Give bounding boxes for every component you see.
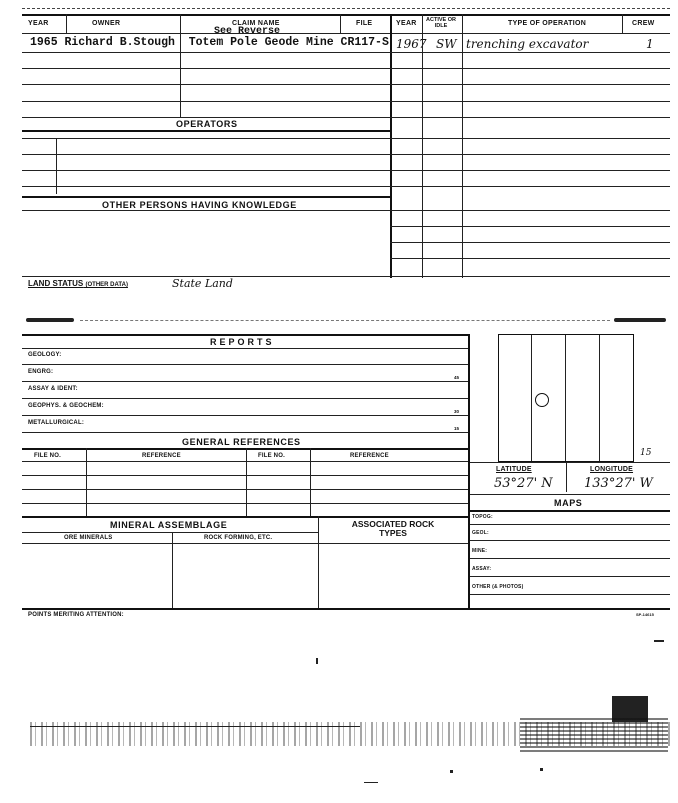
grid-line bbox=[565, 335, 566, 461]
header-bottom-rule bbox=[22, 33, 670, 34]
points-meriting-attention: POINTS MERITING ATTENTION: bbox=[28, 612, 124, 618]
divider bbox=[172, 532, 173, 608]
crew-handwritten: 1 bbox=[646, 37, 654, 51]
scan-dot bbox=[450, 770, 453, 773]
latitude-label: LATITUDE bbox=[496, 466, 532, 473]
row-line bbox=[22, 276, 670, 277]
row-line bbox=[22, 154, 670, 155]
col-file: FILE bbox=[356, 20, 373, 27]
row-line bbox=[22, 138, 670, 139]
report-row-label: ENGRG: bbox=[28, 369, 54, 375]
reports-right-rule bbox=[468, 334, 470, 610]
associated-rock-types: ASSOCIATED ROCK TYPES bbox=[351, 519, 435, 538]
row-line bbox=[22, 117, 670, 118]
col-owner: OWNER bbox=[92, 20, 121, 27]
row-line bbox=[22, 543, 470, 544]
scan-smudge bbox=[614, 318, 666, 322]
top-edge-line bbox=[22, 8, 670, 9]
map-row-label: ASSAY: bbox=[472, 566, 492, 572]
corner-note: 15 bbox=[640, 448, 652, 458]
rock-forming-label: ROCK FORMING, ETC. bbox=[204, 535, 273, 541]
row-line bbox=[22, 532, 318, 533]
year-handwritten: 1967 bbox=[396, 37, 427, 51]
reports-title: REPORTS bbox=[210, 337, 275, 347]
row-line bbox=[470, 524, 670, 525]
report-row-label: GEOPHYS. & GEOCHEM: bbox=[28, 403, 104, 409]
divider bbox=[318, 516, 319, 608]
maps-title: MAPS bbox=[554, 498, 583, 508]
scan-smudge bbox=[26, 318, 74, 322]
row-line bbox=[470, 576, 670, 577]
row-line bbox=[22, 68, 670, 69]
divider bbox=[566, 462, 567, 492]
report-row-label: METALLURGICAL: bbox=[28, 420, 85, 426]
header-top-rule bbox=[22, 14, 670, 16]
divider bbox=[422, 14, 423, 278]
operators-rule bbox=[22, 130, 390, 132]
form-number: SP-14615 bbox=[636, 612, 654, 617]
mineral-assemblage-title: MINERAL ASSEMBLAGE bbox=[110, 520, 228, 530]
main-divider bbox=[390, 14, 392, 278]
row-line bbox=[22, 348, 470, 349]
maps-rule bbox=[470, 510, 670, 512]
divider bbox=[246, 448, 247, 516]
row-line bbox=[390, 242, 670, 243]
other-persons-rule bbox=[22, 196, 390, 198]
location-marker-icon bbox=[535, 393, 549, 407]
divider bbox=[340, 14, 341, 34]
scan-mark bbox=[654, 640, 664, 642]
grid-line bbox=[599, 335, 600, 461]
row-line bbox=[470, 462, 670, 463]
row-line bbox=[22, 381, 470, 382]
land-status-sub: (OTHER DATA) bbox=[85, 282, 128, 288]
map-row-label: MINE: bbox=[472, 548, 488, 554]
row-line bbox=[22, 398, 470, 399]
col-active-idle: ACTIVE OR IDLE bbox=[426, 17, 456, 29]
map-row-label: OTHER (& PHOTOS) bbox=[472, 584, 524, 590]
report-row-number: 45 bbox=[454, 375, 460, 380]
row-line bbox=[470, 494, 670, 495]
other-persons-title: OTHER PERSONS HAVING KNOWLEDGE bbox=[102, 200, 297, 210]
scan-dot bbox=[540, 768, 543, 771]
grid-line bbox=[531, 335, 532, 461]
section-bottom-rule bbox=[22, 608, 670, 610]
row-line bbox=[390, 226, 670, 227]
land-status-value: State Land bbox=[172, 277, 233, 290]
row-line bbox=[22, 210, 670, 211]
divider bbox=[86, 448, 87, 516]
row-line bbox=[22, 364, 470, 365]
row-line bbox=[22, 52, 670, 53]
col-type-of-operation: TYPE OF OPERATION bbox=[508, 20, 587, 27]
reports-top-rule bbox=[22, 334, 470, 336]
report-row-label: ASSAY & IDENT: bbox=[28, 386, 78, 392]
divider bbox=[462, 14, 463, 278]
land-status-label bbox=[28, 279, 128, 288]
see-reverse-note: See Reverse bbox=[214, 26, 281, 37]
divider bbox=[66, 14, 67, 34]
gr-col-reference-2: REFERENCE bbox=[350, 453, 389, 459]
col-year: YEAR bbox=[28, 20, 49, 27]
scan-line bbox=[80, 320, 610, 321]
general-references-title: GENERAL REFERENCES bbox=[182, 437, 301, 447]
row-line bbox=[22, 101, 670, 102]
divider bbox=[622, 14, 623, 34]
row-line bbox=[22, 186, 670, 187]
ore-minerals-label: ORE MINERALS bbox=[64, 535, 113, 541]
location-grid bbox=[498, 334, 634, 462]
status-handwritten: SW bbox=[436, 37, 457, 51]
scan-noise-block bbox=[520, 716, 668, 752]
scan-line bbox=[30, 726, 360, 727]
gr-col-file-no-2: FILE NO. bbox=[258, 453, 285, 459]
col-claim-name: CLAIM NAME bbox=[232, 20, 280, 27]
map-row-label: GEOL: bbox=[472, 530, 489, 536]
gr-col-reference-1: REFERENCE bbox=[142, 453, 181, 459]
row-line bbox=[470, 558, 670, 559]
divider bbox=[180, 14, 181, 118]
latitude-value: 53°27' N bbox=[494, 476, 553, 491]
row-line bbox=[470, 540, 670, 541]
scan-mark bbox=[316, 658, 318, 664]
divider bbox=[310, 448, 311, 516]
report-row-number: 30 bbox=[454, 409, 460, 414]
report-row-number: 15 bbox=[454, 426, 460, 431]
row-line bbox=[22, 415, 470, 416]
owner-claim-entry: 1965 Richard B.Stough Totem Pole Geode Mine CR117-S bbox=[30, 36, 389, 49]
col-crew: CREW bbox=[632, 20, 655, 27]
map-row-label: TOPOG: bbox=[472, 514, 493, 520]
row-line bbox=[390, 258, 670, 259]
land-status-text: LAND STATUS bbox=[28, 279, 84, 288]
row-line bbox=[22, 170, 670, 171]
col-year-2: YEAR bbox=[396, 20, 417, 27]
row-line bbox=[470, 594, 670, 595]
report-row-label: GEOLOGY: bbox=[28, 352, 62, 358]
row-line bbox=[22, 432, 470, 433]
gr-col-file-no-1: FILE NO. bbox=[34, 453, 61, 459]
row-line bbox=[22, 84, 670, 85]
longitude-label: LONGITUDE bbox=[590, 466, 634, 473]
longitude-value: 133°27' W bbox=[584, 476, 653, 491]
operation-handwritten: trenching excavator bbox=[466, 37, 589, 51]
scan-dot bbox=[364, 782, 378, 783]
gr-bottom-rule bbox=[22, 516, 470, 518]
operators-title: OPERATORS bbox=[176, 119, 238, 129]
